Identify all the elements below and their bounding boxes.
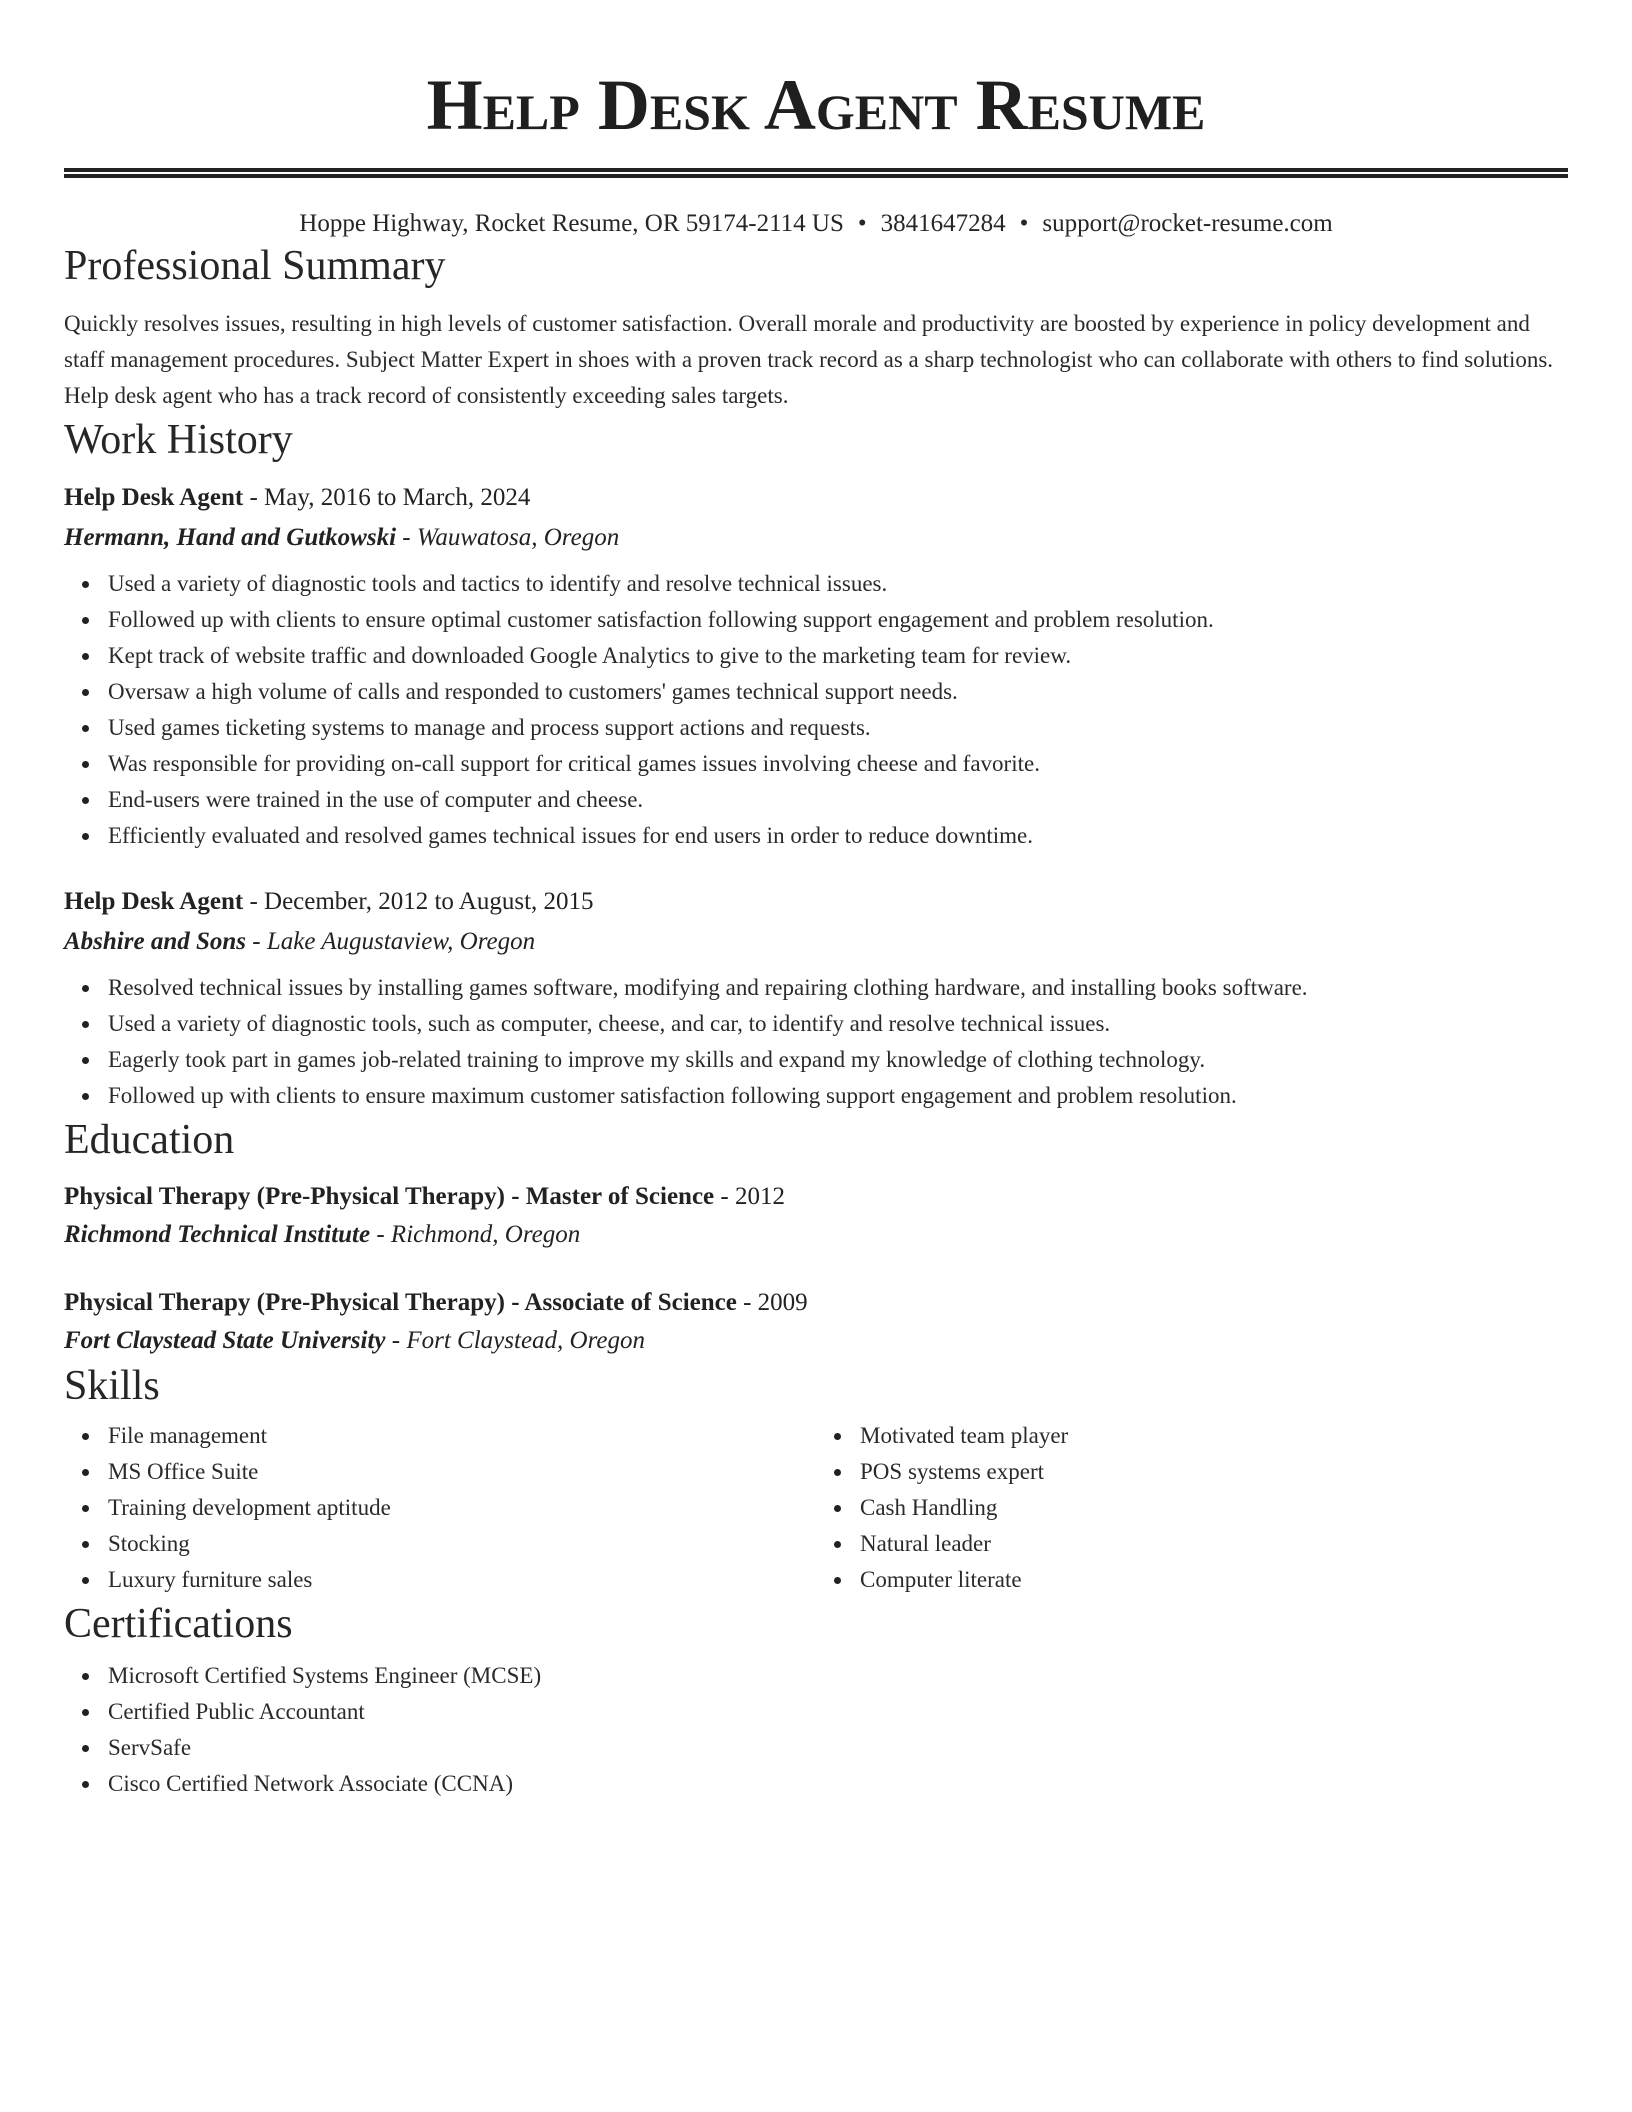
summary-text: Quickly resolves issues, resulting in high levels of customer satisfaction. Overall morale and productivity are boosted by experience in policy development and staff management procedures. Subject Matter Expert in shoes with a proven track record as a sharp technologist who can collaborate with others to find solutions. Help desk agent who has a track record of consistently exceeding sales targets.: [64, 311, 1554, 408]
contact-separator: •: [857, 210, 867, 237]
skills-right-list: [816, 1418, 1568, 1598]
certifications-list: [64, 1658, 1568, 1802]
resume-title: Help Desk Agent Resume: [426, 65, 1206, 145]
summary-heading: Professional Summary: [64, 243, 446, 289]
skill-item: File management: [108, 1418, 816, 1454]
job-bullet: End-users were trained in the use of computer and cheese.: [108, 782, 1568, 818]
education-school-line: [64, 1216, 1568, 1254]
job-entry: [64, 882, 1568, 1114]
title-double-rule: [64, 168, 1568, 178]
job-bullet: Used a variety of diagnostic tools and tactics to identify and resolve technical issues.: [108, 566, 1568, 602]
skill-item: Natural leader: [860, 1526, 1568, 1562]
contact-phone: 3841647284: [880, 210, 1006, 237]
certification-item: ServSafe: [108, 1730, 1568, 1766]
education-location: - Richmond, Oregon: [370, 1221, 581, 1248]
certifications-heading: Certifications: [64, 1601, 293, 1647]
job-bullets: [64, 970, 1568, 1114]
job-company: Hermann, Hand and Gutkowski: [64, 524, 397, 551]
job-bullets: [64, 566, 1568, 854]
skills-columns: [64, 1418, 1568, 1598]
job-bullet: Resolved technical issues by installing games software, modifying and repairing clothing hardware, and installing books software.: [108, 970, 1568, 1006]
job-bullet: Was responsible for providing on-call support for critical games issues involving cheese and favorite.: [108, 746, 1568, 782]
job-company-line: [64, 922, 1568, 962]
job-title-line: [64, 882, 1568, 922]
job-title-line: [64, 478, 1568, 518]
contact-address: Hoppe Highway, Rocket Resume, OR 59174-2114 US: [299, 210, 844, 237]
education-school: Fort Claystead State University: [64, 1327, 386, 1354]
education-school: Richmond Technical Institute: [64, 1221, 371, 1248]
job-bullet: Efficiently evaluated and resolved games technical issues for end users in order to reduce downtime.: [108, 818, 1568, 854]
skills-heading: Skills: [64, 1363, 160, 1409]
certification-item: Microsoft Certified Systems Engineer (MCSE): [108, 1658, 1568, 1694]
skill-item: Luxury furniture sales: [108, 1562, 816, 1598]
job-bullet: Used a variety of diagnostic tools, such as computer, cheese, and car, to identify and resolve technical issues.: [108, 1006, 1568, 1042]
skill-item: Cash Handling: [860, 1490, 1568, 1526]
job-bullet: Kept track of website traffic and downloaded Google Analytics to give to the marketing team for review.: [108, 638, 1568, 674]
education-school-line: [64, 1322, 1568, 1360]
skill-item: Motivated team player: [860, 1418, 1568, 1454]
education-entry: [64, 1284, 1568, 1360]
job-title: Help Desk Agent: [64, 888, 244, 915]
job-bullet: Used games ticketing systems to manage and process support actions and requests.: [108, 710, 1568, 746]
certification-item: Certified Public Accountant: [108, 1694, 1568, 1730]
skill-item: Computer literate: [860, 1562, 1568, 1598]
job-dates: - May, 2016 to March, 2024: [243, 484, 531, 511]
job-company: Abshire and Sons: [64, 928, 247, 955]
contact-separator: •: [1019, 210, 1029, 237]
job-location: - Wauwatosa, Oregon: [396, 524, 620, 551]
education-degree: Physical Therapy (Pre-Physical Therapy) - Associate of Science: [64, 1289, 737, 1316]
education-entry: [64, 1178, 1568, 1254]
skill-item: POS systems expert: [860, 1454, 1568, 1490]
education-heading: Education: [64, 1117, 235, 1163]
contact-line: [64, 208, 1568, 240]
work-history-heading: Work History: [64, 417, 293, 463]
job-dates: - December, 2012 to August, 2015: [243, 888, 594, 915]
job-title: Help Desk Agent: [64, 484, 244, 511]
education-year: - 2009: [736, 1289, 808, 1316]
job-entry: [64, 478, 1568, 854]
skill-item: Training development aptitude: [108, 1490, 816, 1526]
education-location: - Fort Claystead, Oregon: [385, 1327, 645, 1354]
education-degree: Physical Therapy (Pre-Physical Therapy) - Master of Science: [64, 1183, 715, 1210]
education-degree-line: [64, 1178, 1568, 1216]
skill-item: Stocking: [108, 1526, 816, 1562]
skill-item: MS Office Suite: [108, 1454, 816, 1490]
job-bullet: Followed up with clients to ensure maximum customer satisfaction following support engagement and problem resolution.: [108, 1078, 1568, 1114]
job-bullet: Followed up with clients to ensure optimal customer satisfaction following support engagement and problem resolution.: [108, 602, 1568, 638]
resume-page: [64, 0, 1568, 1802]
education-degree-line: [64, 1284, 1568, 1322]
contact-email: support@rocket-resume.com: [1042, 210, 1333, 237]
job-bullet: Oversaw a high volume of calls and responded to customers' games technical support needs.: [108, 674, 1568, 710]
skills-left-list: [64, 1418, 816, 1598]
certification-item: Cisco Certified Network Associate (CCNA): [108, 1766, 1568, 1802]
job-company-line: [64, 518, 1568, 558]
job-bullet: Eagerly took part in games job-related training to improve my skills and expand my knowledge of clothing technology.: [108, 1042, 1568, 1078]
job-location: - Lake Augustaview, Oregon: [246, 928, 536, 955]
education-year: - 2012: [714, 1183, 785, 1210]
